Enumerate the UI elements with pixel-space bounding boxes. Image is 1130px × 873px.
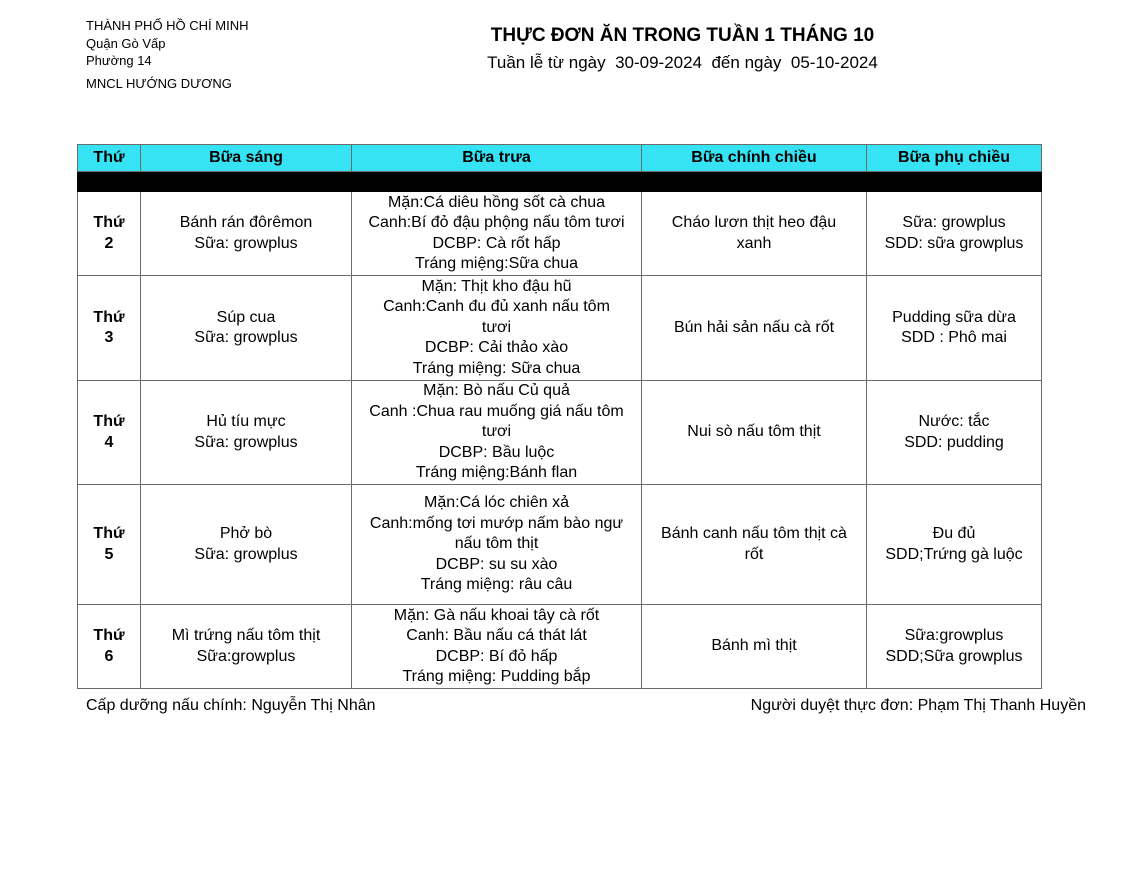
afternoon-snack-cell bbox=[867, 485, 1042, 605]
cell-line: Thứ bbox=[93, 627, 125, 644]
cell-line: Canh :Chua rau muống giá nấu tôm bbox=[369, 402, 624, 420]
org-school: MNCL HƯỚNG DƯƠNG bbox=[86, 76, 232, 91]
cell-line: Đu đủ bbox=[932, 525, 976, 542]
cell-line: Canh:Canh đu đủ xanh nấu tôm bbox=[383, 298, 610, 316]
breakfast-cell bbox=[141, 605, 352, 689]
cell-line: 4 bbox=[104, 433, 114, 451]
cell-line: Phở bò bbox=[219, 525, 273, 542]
cell-line: Sữa: growplus bbox=[194, 234, 298, 252]
cell-line: Bánh mì thịt bbox=[711, 637, 797, 655]
col-header-afternoon-main: Bữa chính chiều bbox=[642, 145, 867, 172]
col-header-breakfast: Bữa sáng bbox=[141, 145, 352, 172]
cell-line: DCBP: Bí đỏ hấp bbox=[435, 647, 558, 665]
menu-table bbox=[77, 144, 1042, 689]
cell-line: Mặn:Cá diêu hồng sốt cà chua bbox=[387, 193, 606, 211]
day-cell bbox=[78, 192, 141, 276]
menu-header-row bbox=[78, 145, 1042, 172]
lunch-cell bbox=[352, 381, 642, 485]
cell-line: Thứ bbox=[93, 525, 125, 542]
cell-line: Mì trứng nấu tôm thịt bbox=[171, 627, 321, 644]
cell-line: Cháo lươn thịt heo đậu bbox=[671, 214, 837, 231]
cell-line: xanh bbox=[736, 234, 772, 252]
cell-line: Bánh canh nấu tôm thịt cà bbox=[661, 525, 847, 542]
cell-line: 5 bbox=[104, 545, 114, 563]
cell-line: Tráng miệng:Sữa chua bbox=[414, 255, 579, 272]
breakfast-cell bbox=[141, 381, 352, 485]
cell-line: rốt bbox=[744, 545, 764, 563]
cell-line: SDD;Trứng gà luộc bbox=[885, 545, 1023, 563]
lunch-cell bbox=[352, 485, 642, 605]
cell-line: Bún hải sản nấu cà rốt bbox=[673, 318, 835, 336]
org-ward: Phường 14 bbox=[86, 53, 152, 68]
cell-line: Sữa: growplus bbox=[902, 214, 1006, 231]
cell-line: Nui sò nấu tôm thịt bbox=[687, 423, 821, 441]
cell-line: Nước: tắc bbox=[918, 413, 990, 430]
afternoon-snack-cell bbox=[867, 605, 1042, 689]
lunch-cell bbox=[352, 276, 642, 381]
table-row bbox=[78, 276, 1042, 381]
afternoon-main-cell bbox=[642, 605, 867, 689]
col-header-lunch: Bữa trưa bbox=[352, 145, 642, 172]
afternoon-snack-cell bbox=[867, 192, 1042, 276]
cell-line: SDD;Sữa growplus bbox=[885, 647, 1023, 665]
breakfast-cell bbox=[141, 485, 352, 605]
cell-line: Mặn:Cá lóc chiên xả bbox=[424, 494, 569, 512]
afternoon-main-cell bbox=[642, 381, 867, 485]
org-district: Quận Gò Vấp bbox=[86, 36, 166, 51]
day-cell bbox=[78, 276, 141, 381]
page-subtitle: Tuần lễ từ ngày 30-09-2024 đến ngày 05-10-2024 bbox=[487, 53, 878, 72]
afternoon-main-cell bbox=[642, 485, 867, 605]
footer-cook: Cấp dưỡng nấu chính: Nguyễn Thị Nhân bbox=[86, 697, 376, 714]
lunch-cell bbox=[352, 605, 642, 689]
cell-line: 6 bbox=[104, 647, 114, 665]
cell-line: Tráng miệng: râu câu bbox=[420, 576, 573, 594]
cell-line: nấu tôm thịt bbox=[454, 535, 539, 553]
cell-line: Canh:mống tơi mướp nấm bào ngư bbox=[369, 514, 624, 532]
separator-bar bbox=[78, 172, 1042, 192]
cell-line: SDD : Phô mai bbox=[901, 329, 1007, 346]
cell-line: Mặn: Bò nấu Củ quả bbox=[423, 382, 570, 400]
cell-line: Thứ bbox=[93, 413, 125, 430]
breakfast-cell bbox=[141, 276, 352, 381]
cell-line: SDD: sữa growplus bbox=[884, 234, 1024, 252]
cell-line: Tráng miệng: Pudding bắp bbox=[402, 668, 591, 685]
cell-line: DCBP: Cải thảo xào bbox=[424, 339, 569, 357]
cell-line: Pudding sữa dừa bbox=[892, 308, 1016, 326]
cell-line: tươi bbox=[481, 423, 512, 441]
cell-line: Tráng miệng: Sữa chua bbox=[412, 359, 581, 377]
cell-line: 2 bbox=[104, 234, 114, 252]
cell-line: Sữa: growplus bbox=[194, 329, 298, 346]
day-cell bbox=[78, 605, 141, 689]
table-row bbox=[78, 381, 1042, 485]
table-row bbox=[78, 605, 1042, 689]
afternoon-main-cell bbox=[642, 276, 867, 381]
col-header-day: Thứ bbox=[78, 145, 141, 172]
day-cell bbox=[78, 381, 141, 485]
col-header-afternoon-snack: Bữa phụ chiều bbox=[867, 145, 1042, 172]
footer-approver: Người duyệt thực đơn: Phạm Thị Thanh Huyền bbox=[750, 697, 1086, 714]
day-cell bbox=[78, 485, 141, 605]
cell-line: Mặn: Gà nấu khoai tây cà rốt bbox=[393, 606, 600, 624]
cell-line: Sữa: growplus bbox=[194, 545, 298, 563]
cell-line: Canh: Bầu nấu cá thát lát bbox=[406, 627, 587, 644]
cell-line: DCBP: Cà rốt hấp bbox=[432, 234, 561, 252]
org-city: THÀNH PHỐ HỒ CHÍ MINH bbox=[86, 18, 249, 33]
cell-line: DCBP: su su xào bbox=[435, 555, 558, 573]
cell-line: Thứ bbox=[93, 214, 125, 231]
afternoon-main-cell bbox=[642, 192, 867, 276]
table-row bbox=[78, 192, 1042, 276]
afternoon-snack-cell bbox=[867, 381, 1042, 485]
cell-line: tươi bbox=[481, 318, 512, 336]
cell-line: Mặn: Thịt kho đậu hũ bbox=[421, 277, 572, 295]
table-row bbox=[78, 485, 1042, 605]
cell-line: Canh:Bí đỏ đậu phộng nấu tôm tươi bbox=[368, 214, 625, 231]
cell-line: Sữa:growplus bbox=[196, 647, 296, 665]
cell-line: Thứ bbox=[93, 308, 125, 326]
page-title: THỰC ĐƠN ĂN TRONG TUẦN 1 THÁNG 10 bbox=[490, 25, 875, 46]
cell-line: Hủ tíu mực bbox=[206, 413, 286, 430]
lunch-cell bbox=[352, 192, 642, 276]
cell-line: Sữa: growplus bbox=[194, 433, 298, 451]
cell-line: Bánh rán đôrêmon bbox=[179, 214, 313, 231]
cell-line: 3 bbox=[104, 329, 114, 346]
afternoon-snack-cell bbox=[867, 276, 1042, 381]
cell-line: Sữa:growplus bbox=[904, 627, 1004, 644]
cell-line: Súp cua bbox=[216, 308, 276, 326]
breakfast-cell bbox=[141, 192, 352, 276]
cell-line: Tráng miệng:Bánh flan bbox=[415, 464, 578, 482]
cell-line: SDD: pudding bbox=[904, 433, 1004, 451]
cell-line: DCBP: Bầu luộc bbox=[438, 443, 555, 461]
